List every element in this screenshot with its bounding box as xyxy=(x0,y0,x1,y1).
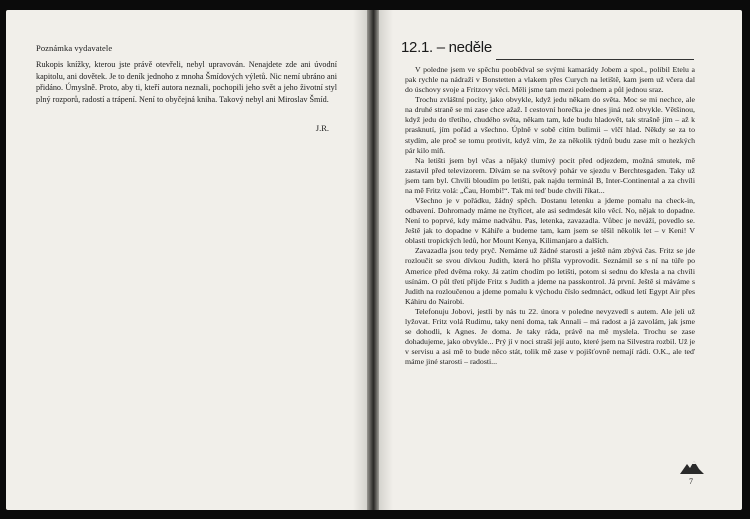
page-fold-shadow xyxy=(353,10,367,510)
mountain-ornament-icon xyxy=(679,459,705,475)
book-gutter xyxy=(367,10,379,510)
paragraph: Telefonuju Jobovi, jestli by nás tu 22. února v poledne nevyzvedl s autem. Ale jeli už lyžovat. Fritz volá Rudimu, taky není doma, tak Annali – má radost a já zavolám, jak jsme se dohodli, k Agnes. Je doma. Je taky ráda, právě na mě myslela. Trochu se zase dohadujeme, jako obvykle... Prý jí v noci straší její auto, které jsem na Silvestra rozbil. Už je v servisu a asi mě to bude něco stát, tolik mě zase v pojišťovně nemají rádi. O.K., ale teď máme jiné starosti – radosti... xyxy=(405,306,695,367)
paragraph: Na letišti jsem byl včas a nějaký tlumivý pocit před odjezdem, možná smutek, mě zastavil před televizorem. Dívám se na světový pohár ve sjezdu v Berchtesgaden. Taky už jsem tam byl. Chvíli bloudím po letišti, pak najdu terminál B, Inter-Continental a za chvíli na mě Fritz volá: „Čau, Hombi!“. Tak mi teď bude chvíli říkat... xyxy=(405,155,695,195)
title-underline xyxy=(496,59,694,60)
publisher-note-text: Rukopis knížky, kterou jste právě otevřeli, nebyl upravován. Nenajdete zde ani úvodní kapitolu, ani dovětek. Je to deník jednoho z mnoha Šmídových výletů. Nic nemí ubráno ani přidáno. Úmyslně. Proto, aby ti, kteří autora neznali, pochopili jeho svět a jeho životní styl plný rozporů, radostí a trápení. Není to obyčejná kniha. Takový nebyl ani Miroslav Šmíd. xyxy=(36,60,337,104)
paragraph: Trochu zvláštní pocity, jako obvykle, když jedu někam do světa. Moc se mi nechce, ale na druhé straně se mi zase chce ažaž. I cestovní horečka je dnes jiná než obvykle. Většinou, když jedu do třetího, chudého světa, někam tam, kde budu hladovět, tak strašně jím – až k prasknutí, jím pořád a všechno. Úplně v sobě cítím bulimii – vlčí hlad. Někdy se za to stydím, ale proč se tomu protivit, když vím, že za několik týdnů budu zase mít o hezkých pár kilo míň. xyxy=(405,95,695,155)
publisher-note-heading: Poznámka vydavatele xyxy=(36,43,113,53)
chapter-text xyxy=(405,65,695,367)
chapter-title: 12.1. – neděle xyxy=(401,39,492,56)
signature-initials: J.R. xyxy=(315,123,329,133)
left-page xyxy=(6,10,367,510)
page-number: 7 xyxy=(689,477,693,486)
page-fold-shadow xyxy=(379,10,393,510)
right-page xyxy=(379,10,742,510)
paragraph: Všechno je v pořádku, žádný spěch. Dostanu letenku a jdeme pomalu na check-in, odbavení. Dohromady máme ne čtyřicet, ale asi sedmdesát kilo věcí. No, nějak to dopadne. Není to poprvé, kdy máme nadváhu. Pas, letenka, zavazadla. Vůbec je neváží, povedlo se. Ještě jak to dopadne v Káhiře a budeme tam, kam jsem se těšil několik let – v Keni! V oblasti tropických ledů, hor Mount Kenya, Kilimanjaro a dalších. xyxy=(405,196,695,246)
paragraph: Zavazadla jsou tedy pryč. Nemáme už žádné starosti a ještě nám zbývá čas. Fritz se jde rozloučit se svou dívkou Judith, která ho přišla vyprovodit. Seznámil se s ní na túře po Americe před dvěma roky. Já zatím chodím po letišti, potom si sednu do křesla a na chvíli usínám. O půl třetí přijde Fritz s Judith a jdeme na passkontrol. Já první. Ještě si máváme s Judith na rozloučenou a jdeme pomalu k východu číslo sedmnáct, odkud letí Egypt Air přes Káhiru do Nairobi. xyxy=(405,246,695,306)
paragraph: V poledne jsem ve spěchu poobědval se svými kamarády Jobem a spol., políbil Etelu a pak rychle na nádraží v Bonstetten a vlakem přes Curych na letiště, kam jsem už včera dal do úschovy svoje a Fritzovy věci. Měli jsme tam mezi polednem a půl jednou sraz. xyxy=(405,65,695,95)
